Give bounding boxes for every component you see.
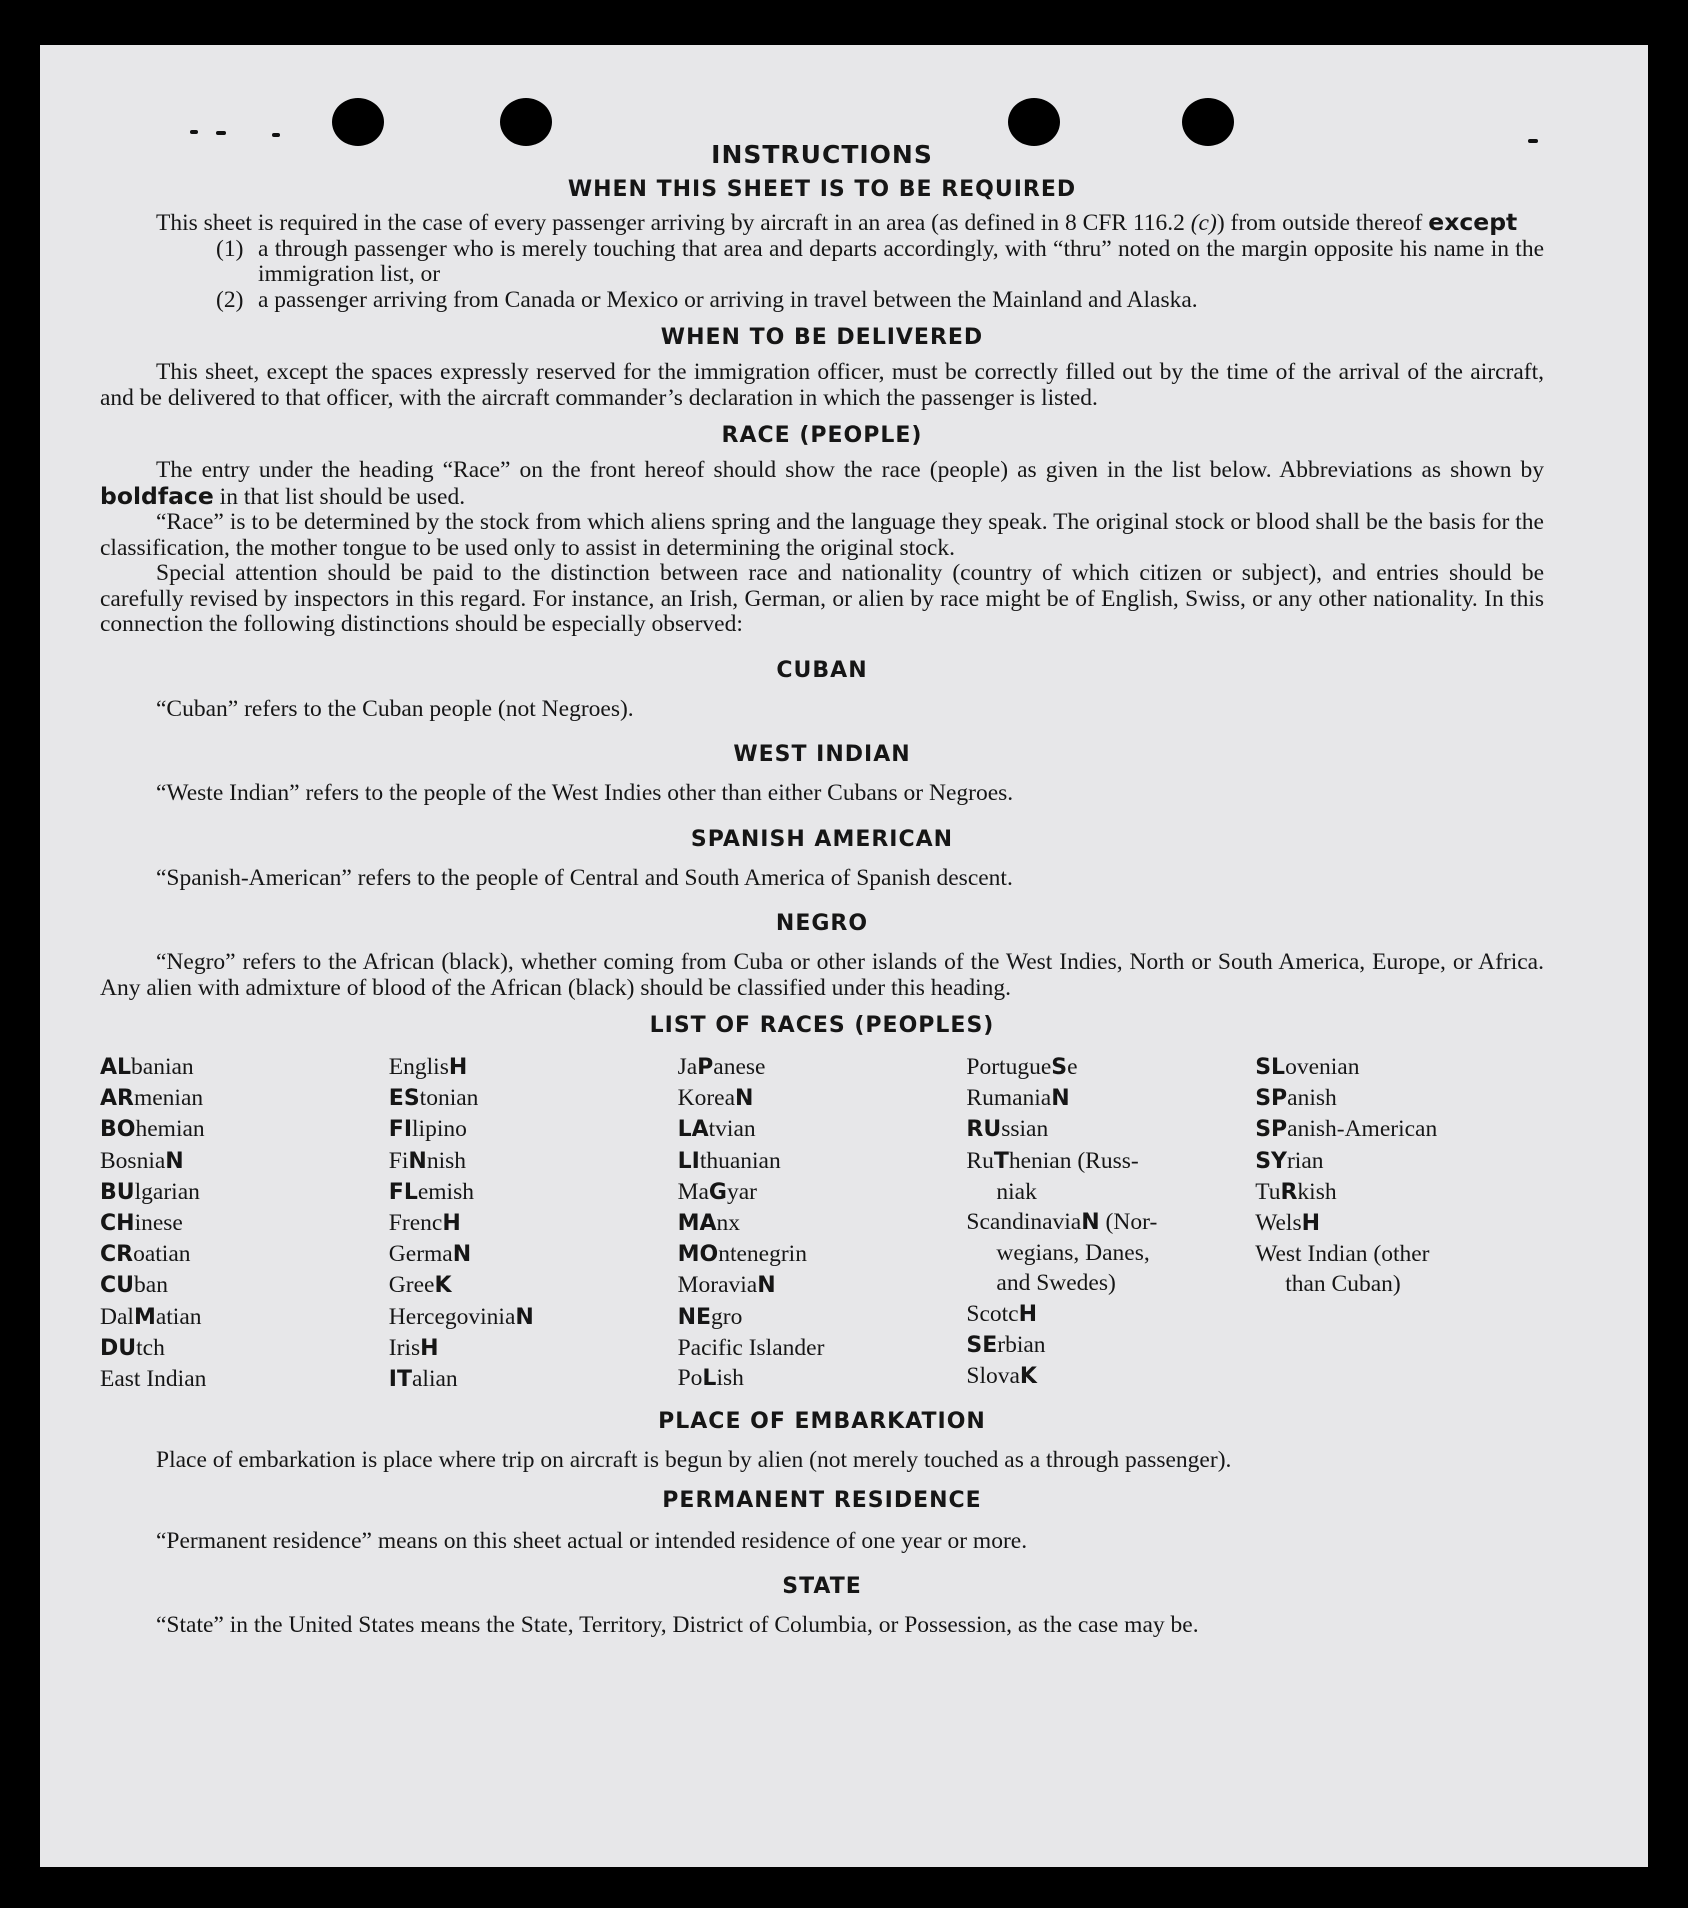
required-item-1: (1) a through passenger who is merely touching that area and departs accordingly, with “thru” noted on the margin opposite his name in the immigration list, or [216,235,1544,287]
race-column [678,1052,967,1395]
race-entry: RuThenian (Russ- [966,1147,1139,1174]
race-entry: TuRkish [1255,1178,1337,1205]
race-entry: PortugueSe [966,1054,1078,1080]
delivered-text: This sheet, except the spaces expressly reserved for the immigration officer, must be correctly filled out by the time of the arrival of the aircraft, and be delivered to that officer, with the aircraft commander’s declaration in which the passenger is listed. [100,359,1544,411]
race-entry: HercegoviniaN [388,1303,534,1330]
race-entry: NEgro [677,1303,743,1330]
instruction-sheet [40,45,1648,1867]
heading-negro: NEGRO [775,911,869,936]
spanish-american-text: “Spanish-American” refers to the people of Central and South America of Spanish descent. [156,864,1013,891]
race-entry: FIlipino [388,1116,467,1143]
race-entry: West Indian (other [1255,1241,1430,1268]
scan-speck [190,130,198,134]
race-entry: EStonian [388,1085,479,1112]
state-text: “State” in the United States means the State, Territory, District of Columbia, or Possession, as the case may be. [156,1612,1199,1639]
race-entry: MAnx [677,1210,741,1237]
race-entry: FLemish [388,1178,474,1205]
heading-west-indian: WEST INDIAN [733,742,911,767]
race-entry: RumaniaN [966,1085,1070,1112]
race-entry: SYrian [1255,1147,1324,1174]
race-entry: CRoatian [100,1241,191,1268]
punch-hole [332,98,384,146]
race-entry: ScandinaviaN (Nor- [966,1209,1158,1236]
race-entry: ARmenian [100,1085,204,1112]
race-entry: FiNnish [388,1147,467,1174]
embarkation-text: Place of embarkation is place where trip on aircraft is begun by alien (not merely touched as a through passenger). [156,1447,1232,1474]
punch-hole [1008,98,1060,146]
heading-list-of-races: LIST OF RACES (PEOPLES) [649,1013,995,1038]
race-paragraph-1: The entry under the heading “Race” on the front hereof should show the race (people) as given in the list below. Abbreviations as shown by boldface in that list should be used. [100,457,1544,510]
race-entry: JaPanese [677,1054,766,1080]
race-entry: ALbanian [100,1054,194,1080]
race-entry: and Swedes) [996,1270,1116,1297]
race-entry: WelsH [1255,1210,1321,1237]
heading-when-delivered: WHEN TO BE DELIVERED [660,325,984,350]
race-entry: SLovenian [1255,1054,1360,1080]
race-entry: FrencH [388,1210,461,1237]
negro-text: “Negro” refers to the African (black), whether coming from Cuba or other islands of the West Indies, North or South America, Europe, or Africa. Any alien with admixture of blood of the African (black) should be classified under this heading. [100,949,1544,1001]
race-entry: MaGyar [677,1178,757,1205]
race-entry: LAtvian [677,1116,756,1143]
race-entry: BUlgarian [100,1178,200,1205]
scan-speck [216,131,226,135]
race-entry: IrisH [388,1334,439,1361]
race-entry: DUtch [100,1334,165,1361]
race-paragraph-2: “Race” is to be determined by the stock from which aliens spring and the language they speak. The original stock or blood shall be the basis for the classification, the mother tongue to be used only to assist in determining the original stock. [100,509,1544,561]
residence-text: “Permanent residence” means on this sheet actual or intended residence of one year or more. [156,1527,1028,1554]
race-column [966,1052,1255,1395]
cuban-text: “Cuban” refers to the Cuban people (not Negroes). [156,695,634,722]
race-entry: GermaN [388,1241,472,1268]
race-entry: SPanish-American [1255,1116,1438,1143]
required-item-2: (2) a passenger arriving from Canada or Mexico or arriving in travel between the Mainland and Alaska. [216,286,1198,313]
heading-race: RACE (PEOPLE) [721,423,923,448]
race-entry: SPanish [1255,1085,1337,1112]
race-entry: SErbian [966,1331,1046,1358]
race-entry: ScotcH [966,1300,1038,1327]
race-entry: MoraviaN [677,1272,776,1299]
heading-when-required: WHEN THIS SHEET IS TO BE REQUIRED [567,177,1077,202]
punch-hole [500,98,552,146]
race-entry: LIthuanian [677,1147,781,1174]
heading-permanent-residence: PERMANENT RESIDENCE [662,1487,982,1513]
race-entry: PoLish [677,1365,744,1392]
race-column [1255,1052,1544,1395]
scan-speck [272,133,280,137]
race-entry: DalMatian [100,1303,202,1330]
race-entry: CUban [100,1272,168,1299]
race-entry: SlovaK [966,1363,1037,1390]
race-column [389,1052,678,1395]
heading-state: STATE [782,1574,862,1600]
race-entry: niak [996,1178,1037,1205]
instructions-title: INSTRUCTIONS [711,140,933,169]
heading-cuban: CUBAN [776,657,868,683]
punch-hole [1182,98,1234,146]
race-entry: BOhemian [100,1116,205,1143]
race-entry: GreeK [388,1272,452,1299]
race-entry: MOntenegrin [677,1241,807,1268]
race-entry: RUssian [966,1116,1049,1143]
race-entry: ITalian [388,1366,458,1393]
race-entry: CHinese [100,1210,183,1237]
races-list [100,1052,1544,1395]
race-column [100,1052,389,1395]
race-entry: KoreaN [677,1085,754,1112]
required-intro: This sheet is required in the case of every passenger arriving by aircraft in an area (as defined in 8 CFR 116.2 (c)) from outside thereof except [156,208,1518,236]
race-entry: Pacific Islander [677,1334,825,1361]
race-entry: wegians, Danes, [996,1240,1150,1267]
heading-place-of-embarkation: PLACE OF EMBARKATION [658,1409,986,1435]
race-entry: BosniaN [100,1147,184,1174]
heading-spanish-american: SPANISH AMERICAN [690,826,954,852]
race-entry: East Indian [100,1366,207,1393]
race-entry: EnglisH [388,1054,468,1080]
west-indian-text: “Weste Indian” refers to the people of the West Indies other than either Cubans or Negroes. [156,780,1014,806]
instructions-body [100,140,1544,1639]
race-entry: than Cuban) [1285,1271,1401,1298]
race-paragraph-3: Special attention should be paid to the distinction between race and nationality (country of which citizen or subject), and entries should be carefully revised by inspectors in this regard. For instance, an Irish, German, or alien by race might be of English, Swiss, or any other nationality. In this connection the following distinctions should be especially observed: [100,560,1544,637]
